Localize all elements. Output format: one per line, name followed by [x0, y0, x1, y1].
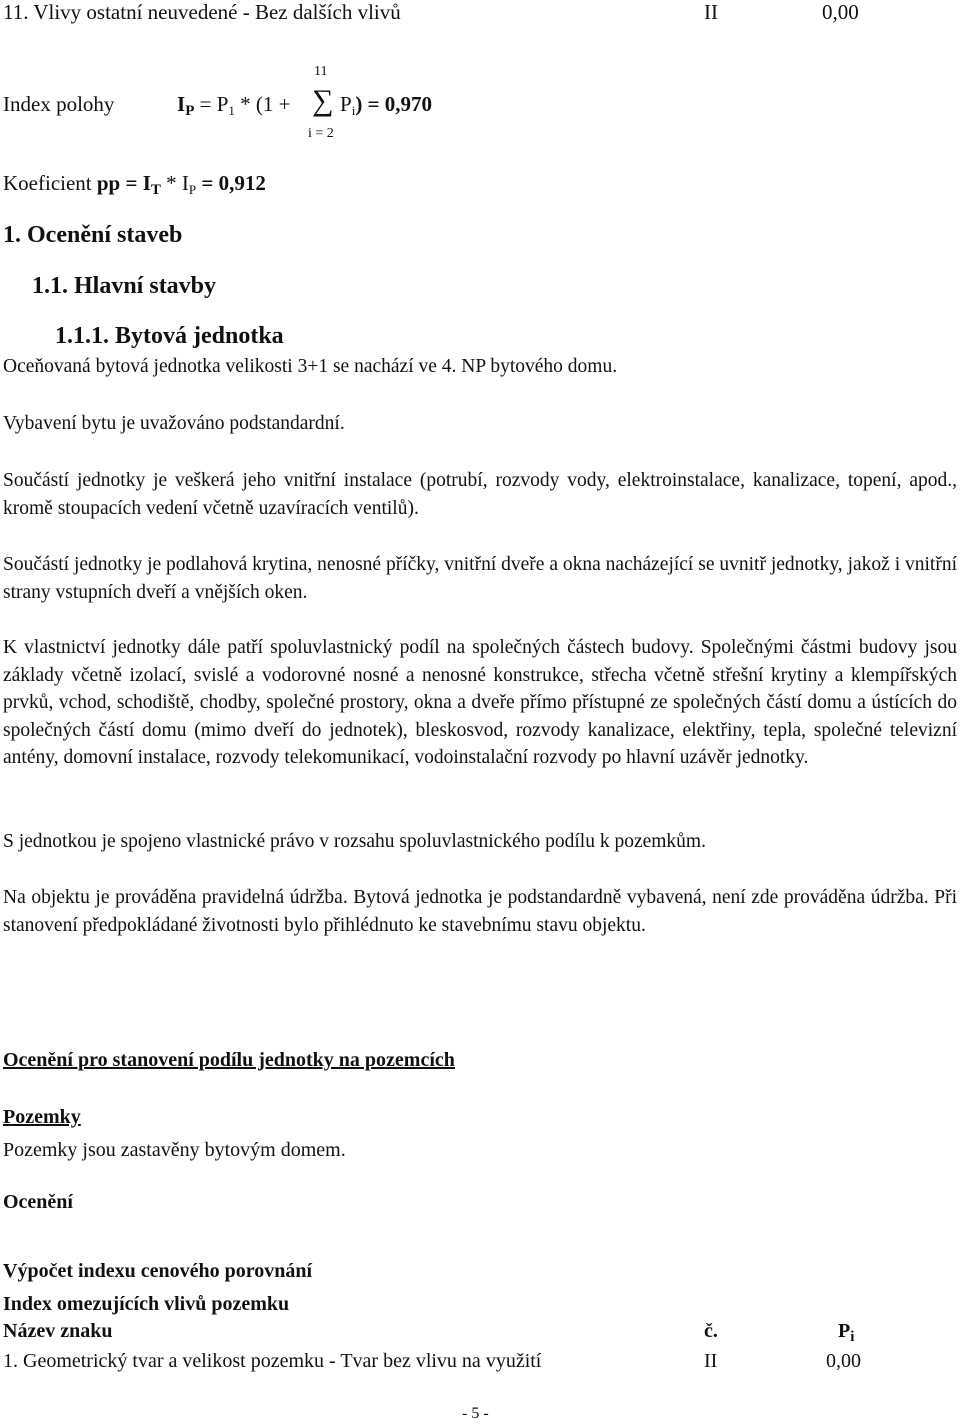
paragraph-unit-size: Oceňovaná bytová jednotka velikosti 3+1 se nachází ve 4. NP bytového domu. — [3, 356, 618, 377]
koeficient-t-sub: T — [150, 182, 161, 198]
formula-pi-sub: i — [351, 103, 356, 118]
table-header-p-sub: i — [850, 1329, 855, 1345]
formula-p: = P — [199, 92, 229, 116]
land-section-title: Ocenění pro stanovení podílu jednotky na pozemcích — [3, 1049, 455, 1071]
paragraph-installations: Součástí jednotky je veškerá jeho vnitřní instalace (potrubí, rozvody vody, elektroinstalace, kanalizace, topení, apod., kromě stoupacích vedení včetně uzavíracích ventilů). — [3, 470, 957, 519]
table-header-no: č. — [704, 1320, 718, 1342]
table-header-p — [838, 1320, 854, 1346]
table-row-name: 1. Geometrický tvar a velikost pozemku - Tvar bez vlivu na využití — [3, 1350, 542, 1372]
formula-ip: I — [177, 92, 186, 116]
index-polohy-formula — [177, 92, 290, 120]
koeficient-p-sub: P — [188, 182, 197, 197]
top-row-class: II — [704, 0, 718, 24]
formula-p-sub: 1 — [228, 103, 235, 118]
top-row-label: 11. Vlivy ostatní neuvedené - Bez dalších vlivů — [3, 0, 401, 24]
sum-upper-limit: 11 — [314, 64, 328, 79]
paragraph-floor: Součástí jednotky je podlahová krytina, nenosné příčky, vnitřní dveře a okna nacházející se uvnitř jednotky, jakož i vnitřní strany vstupních dveří a vnějších oken. — [3, 554, 957, 603]
heading-hlavni-stavby: 1.1. Hlavní stavby — [32, 273, 217, 299]
sum-lower-limit: i = 2 — [308, 126, 334, 141]
index-omezujicich-heading: Index omezujících vlivů pozemku — [3, 1293, 290, 1315]
oceneni-heading: Ocenění — [3, 1191, 73, 1213]
koeficient-line — [3, 171, 266, 199]
table-row-no: II — [704, 1350, 718, 1372]
koeficient-mid: * I — [160, 171, 189, 195]
heading-bytova-jednotka: 1.1.1. Bytová jednotka — [55, 323, 284, 349]
formula-pi: P — [340, 92, 352, 116]
paragraph-land-share: S jednotkou je spojeno vlastnické právo v rozsahu spoluvlastnického podílu k pozemkům. — [3, 831, 706, 852]
paragraph-maintenance: Na objektu je prováděna pravidelná údržba. Bytová jednotka je podstandardně vybavená, není zde prováděna údržba. Při stanovení předpokládané životnosti bylo přihlédnuto ke stavebnímu stavu objektu. — [3, 887, 957, 936]
index-polohy-label: Index polohy — [3, 92, 115, 116]
paragraph-equipment: Vybavení bytu je uvažováno podstandardní. — [3, 413, 345, 434]
table-header-p-letter: P — [838, 1320, 851, 1342]
formula-ip-sub: P — [185, 103, 195, 119]
koeficient-result: = 0,912 — [196, 171, 266, 195]
table-row-value: 0,00 — [826, 1350, 861, 1372]
paragraph-common-parts: K vlastnictví jednotky dále patří spoluvlastnický podíl na společných částech budovy. Společnými částmi budovy jsou základy včetně izolací, svislé a vodorovné nosné a nenosné konstrukce, střecha včetně střešní krytiny a klempířských prvků, vchod, schodiště, chodby, společné prostory, okna a dveře přímo přístupné ze společných částí domu a ústících do společných částí domu (mimo dveří do jednotek), bleskosvod, rozvody kanalizace, elektřiny, tepla, společné televizní antény, domovní instalace, rozvody telekomunikací, vodoinstalační rozvody po hlavní uzávěr jednotky. — [3, 637, 957, 768]
koeficient-pp: pp = I — [96, 171, 151, 195]
vypocet-heading: Výpočet indexu cenového porovnání — [3, 1260, 313, 1282]
pozemky-heading: Pozemky — [3, 1106, 81, 1128]
page-number: - 5 - — [462, 1405, 489, 1422]
koeficient-prefix: Koeficient — [3, 171, 97, 195]
pozemky-text: Pozemky jsou zastavěny bytovým domem. — [3, 1139, 346, 1161]
heading-oceneni-staveb: 1. Ocenění staveb — [3, 222, 183, 248]
sum-symbol: ∑ — [312, 84, 334, 117]
formula-mid: * (1 + — [240, 92, 291, 116]
formula-sum-tail — [340, 92, 432, 119]
formula-result: ) = 0,970 — [355, 92, 433, 116]
table-header-name: Název znaku — [3, 1320, 113, 1342]
top-row-value: 0,00 — [822, 0, 859, 24]
